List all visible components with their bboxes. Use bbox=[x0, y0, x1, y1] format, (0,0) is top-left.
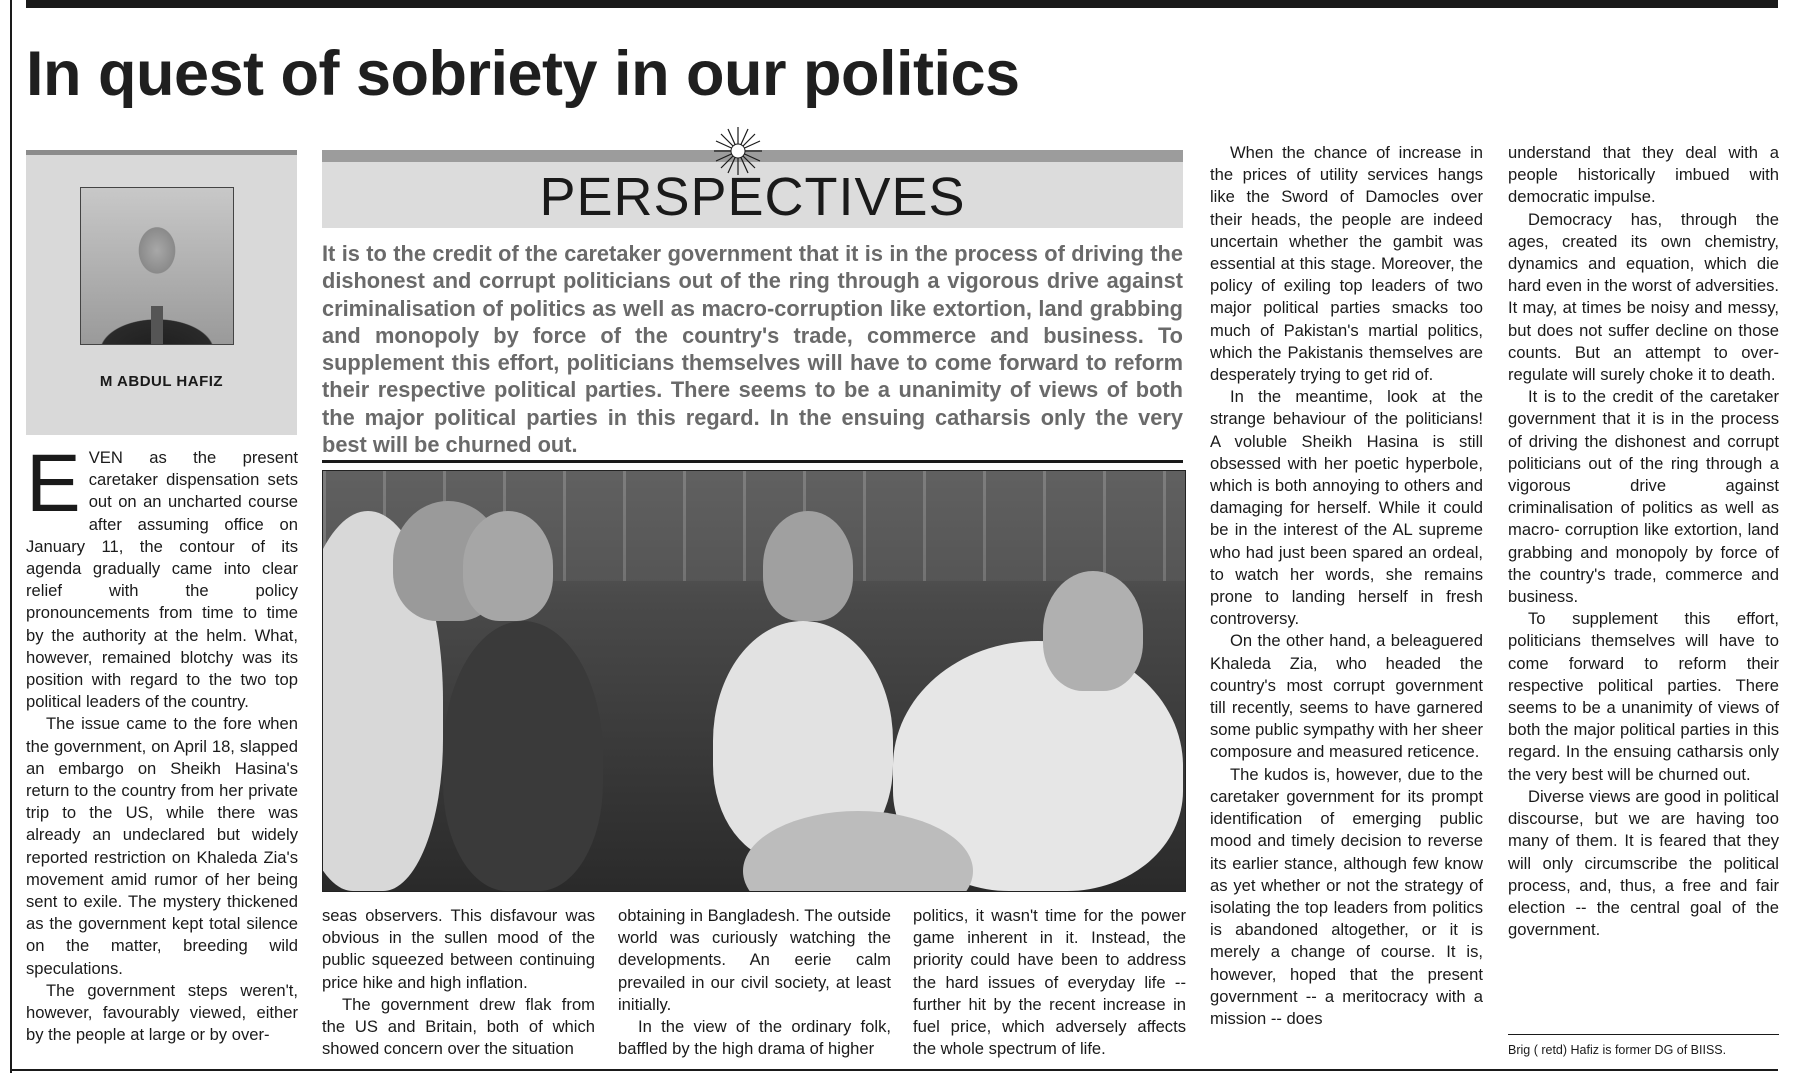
col1-paragraph-2: The issue came to the fore when the government, on April 18, slapped an embargo on Sheikh Hasina's return to the country from her private trip to the US, while there was already an undeclared but widely reported restriction on Khaleda Zia's movement amid rumor of her being sent to exile. The mystery thickened as the government kept total silence on the matter, breeding wild speculations. bbox=[26, 714, 298, 978]
col2-paragraph-1: seas observers. This disfavour was obvious in the sullen mood of the public squeezed between continuing price hike and high inflation. bbox=[322, 906, 595, 992]
left-rule bbox=[10, 0, 12, 1073]
main-photo bbox=[322, 470, 1186, 892]
col1-paragraph-1: VEN as the present caretaker dispensation sets out on an uncharted course after assuming office on January 11, the contour of its agenda gradually came into clear relief with the policy pronouncements from time to time by the authority at the helm. What, however, remained blotchy was its position with regard to the two top political leaders of the country. bbox=[26, 448, 298, 712]
column-5 bbox=[1210, 142, 1483, 1030]
top-rule bbox=[26, 0, 1778, 8]
column-3 bbox=[618, 905, 891, 1060]
col3-paragraph-2: In the view of the ordinary folk, baffled by the high drama of higher bbox=[618, 1017, 891, 1059]
column-2 bbox=[322, 905, 595, 1060]
column-1 bbox=[26, 438, 298, 1046]
author-photo bbox=[80, 187, 234, 345]
bottom-rule bbox=[10, 1069, 1778, 1071]
byline-rule bbox=[1508, 1034, 1779, 1035]
drop-cap: E bbox=[26, 438, 81, 529]
col1-paragraph-3: The government steps weren't, however, favourably viewed, either by the people at large or by over- bbox=[26, 980, 298, 1045]
col5-paragraph-2: In the meantime, look at the strange behaviour of the politicians! A voluble Sheikh Hasina is still obsessed with her poetic hyperbole, which is both annoying to others and damaging for herself. While it could be in the interest of the AL supreme who had just been spared an ordeal, to watch her words, she remains prone to landing herself in fresh controversy. bbox=[1210, 387, 1483, 629]
author-name: M ABDUL HAFIZ bbox=[99, 373, 224, 390]
col6-paragraph-2: Democracy has, through the ages, created its own chemistry, dynamics and equation, which die hard even in the worst of adversities. It may, at times be noisy and messy, but does not suffer decline on those counts. But an attempt to over-regulate will surely choke it to death. bbox=[1508, 209, 1779, 385]
col6-paragraph-1: understand that they deal with a people historically imbued with democratic impulse. bbox=[1508, 143, 1779, 207]
col5-paragraph-3: On the other hand, a beleaguered Khaleda Zia, who headed the country's most corrupt government till recently, seems to have garnered some public sympathy with her sheer composure and measured reticence. bbox=[1210, 631, 1483, 762]
col5-paragraph-4: The kudos is, however, due to the caretaker government for its prompt identification of emerging public mood and timely decision to reverse its earlier stance, although few know as yet whether or not the strategy of isolating the top leaders from politics is abandoned altogether, or it is merely a change of course. It is, however, hoped that the present government -- a meritocracy with a mission -- does bbox=[1210, 764, 1483, 1028]
col6-paragraph-4: To supplement this effort, politicians themselves will have to come forward to reform their respective political parties. There seems to be a unanimity of views of both the major political parties in this regard. In the ensuing catharsis only the very best will be churned out. bbox=[1508, 609, 1779, 784]
intro-text: It is to the credit of the caretaker government that it is in the process of driving the dishonest and corrupt politicians out of the ring through a vigorous drive against criminalisation of politics as well as macro-corruption like extortion, land grabbing and monopoly by force of the country's trade, commerce and business. To supplement this effort, politicians themselves will have to come forward to reform their respective political parties. There seems to be a unanimity of views of both the major political parties in this regard. In the ensuing catharsis only the very best will be churned out. bbox=[322, 241, 1183, 458]
column-6 bbox=[1508, 142, 1779, 941]
col4-paragraph-1: politics, it wasn't time for the power game inherent in it. Instead, the priority could have been to address the hard issues of everyday life -- further hit by the recent increase in fuel price, which adversely affects the whole spectrum of life. bbox=[913, 906, 1186, 1059]
col6-paragraph-5: Diverse views are good in political discourse, but we are having too many of them. It is feared that they will only circumscribe the political process, and, thus, a free and fair election -- the central goal of the government. bbox=[1508, 786, 1779, 940]
column-4 bbox=[913, 905, 1186, 1060]
section-label: PERSPECTIVES bbox=[539, 167, 966, 227]
headline: In quest of sobriety in our politics bbox=[26, 39, 1020, 109]
author-byline: Brig ( retd) Hafiz is former DG of BIISS. bbox=[1508, 1043, 1727, 1057]
col2-paragraph-2: The government drew flak from the US and Britain, both of which showed concern over the situation bbox=[322, 994, 595, 1059]
col6-paragraph-3: It is to the credit of the caretaker government that it is in the process of driving the dishonest and corrupt politicians out of the ring through a vigorous drive against criminalisation of politics as well as macro- corruption like extortion, land grabbing and monopoly by force of the country's trade, commerce and business. bbox=[1508, 387, 1779, 607]
col5-paragraph-1: When the chance of increase in the prices of utility services hangs like the Sword of Damocles over their heads, the people are indeed uncertain whether the gambit was essential at this stage. Moreover, the policy of exiling top leaders of two major political parties smacks too much of Pakistan's martial politics, which the Pakistanis themselves are desperately trying to get rid of. bbox=[1210, 143, 1483, 385]
intro-rule bbox=[322, 460, 1183, 463]
col3-paragraph-1: obtaining in Bangladesh. The outside world was curiously watching the developments. An eerie calm prevailed in our civil society, at least initially. bbox=[618, 906, 891, 1014]
